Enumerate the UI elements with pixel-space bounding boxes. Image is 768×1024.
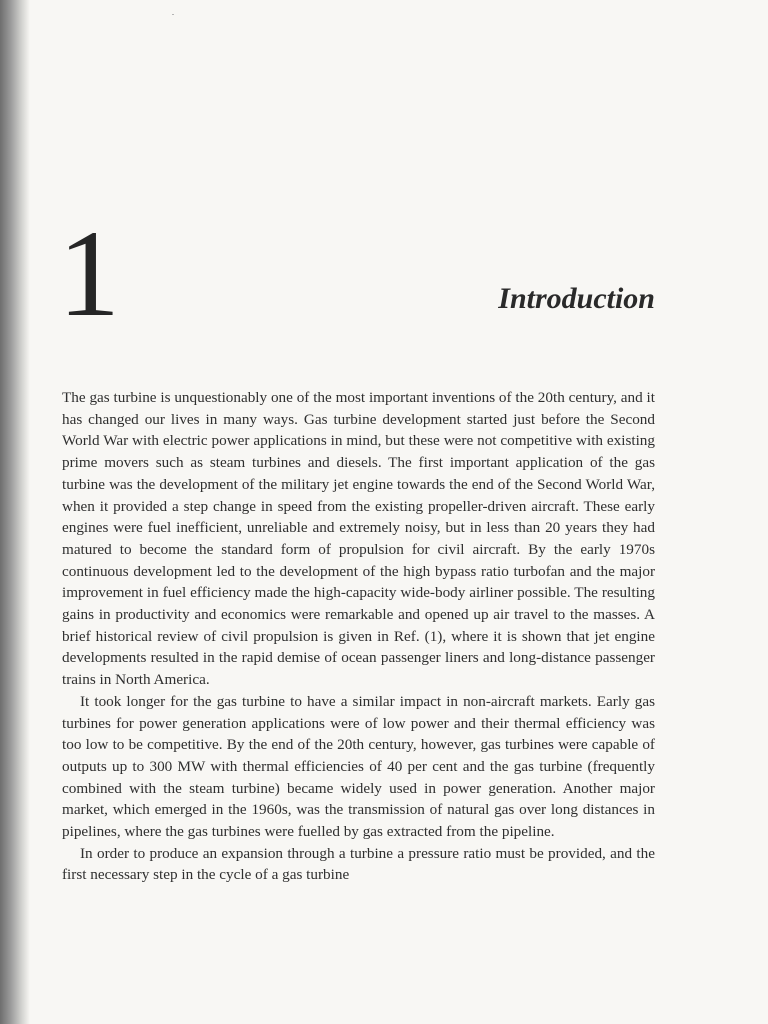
scan-speck xyxy=(172,14,174,15)
paragraph-3: In order to produce an expansion through a turbine a pressure ratio must be provided, and the first necessary step in the cycle of a gas turbine xyxy=(62,844,655,884)
spine-shadow xyxy=(0,0,30,1024)
paragraph-2: It took longer for the gas turbine to have a similar impact in non-aircraft markets. Early gas turbines for power generation applications were of low power and their thermal efficiency was too low to be competitive. By the end of the 20th century, however, gas turbines were capable of outputs up to 300 MW with thermal efficiencies of 40 per cent and the gas turbine (frequently combined with the steam turbine) became widely used in power generation. Another major market, which emerged in the 1960s, was the transmission of natural gas over long distances in pipelines, where the gas turbines were fuelled by gas extracted from the pipeline. xyxy=(62,692,655,841)
chapter-body xyxy=(62,387,655,886)
paragraph-1: The gas turbine is unquestionably one of the most important inventions of the 20th century, and it has changed our lives in many ways. Gas turbine development started just before the Second World War with electric power applications in mind, but these were not competitive with existing prime movers such as steam turbines and diesels. The first important application of the gas turbine was the development of the military jet engine towards the end of the Second World War, when it provided a step change in speed from the existing propeller-driven aircraft. These early engines were fuel inefficient, unreliable and extremely noisy, but in less than 20 years they had matured to become the standard form of propulsion for civil aircraft. By the early 1970s continuous development led to the development of the high bypass ratio turbofan and the major improvement in fuel efficiency made the high-capacity wide-body airliner possible. The resulting gains in productivity and economics were remarkable and opened up air travel to the masses. A brief historical review of civil propulsion is given in Ref. (1), where it is shown that jet engine developments resulted in the rapid demise of ocean passenger liners and long-distance passenger trains in North America. xyxy=(62,389,655,689)
chapter-number: 1 xyxy=(58,205,120,342)
chapter-title: Introduction xyxy=(498,282,655,315)
